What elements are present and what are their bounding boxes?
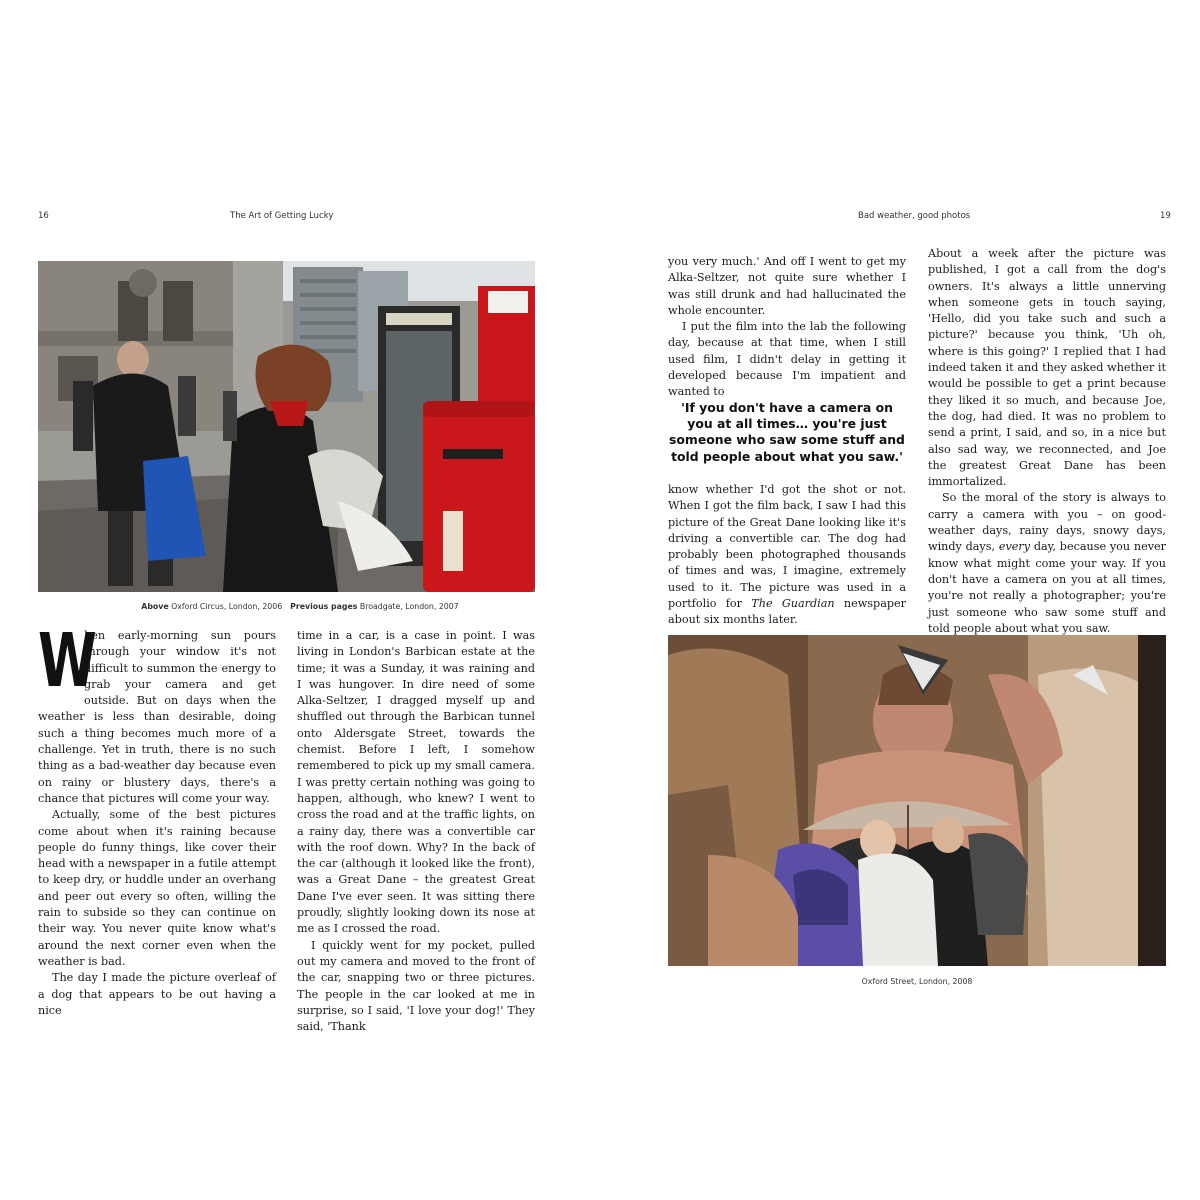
caption-photo-2: Oxford Street, London, 2008 (861, 977, 973, 986)
drop-cap: W (38, 618, 95, 704)
text-column-4 (928, 246, 1166, 637)
paragraph-3: The day I made the picture overleaf of a dog that appears to be out having a nice (38, 971, 276, 1017)
text-column-3-top (668, 254, 906, 401)
photo-oxford-circus (38, 261, 535, 592)
paragraph-6: you very much.' And off I went to get my Alka-Seltzer, not quite sure whether I was still drunk and had hallucinated the whole encounter. (668, 255, 906, 317)
text-column-1 (38, 618, 276, 1019)
page-number-left: 16 (38, 211, 49, 221)
pull-quote: 'If you don't have a camera on you at all times… you're just someone who saw some stuff and told people about what you saw.' (669, 400, 905, 464)
page-number-right: 19 (1160, 211, 1171, 221)
right-page (600, 0, 1200, 1200)
paragraph-4: time in a car, is a case in point. I was living in London's Barbican estate at the time; it was a Sunday, it was raining and I was hungover. In dire need of some Alka-Seltzer, I dragged myself up and shuffled out through the Barbican tunnel onto Aldersgate Street, towards the chemist. Before I left, I somehow remembered to pick up my small camera. I was pretty certain nothing was going to happen, although, who knew? I went to cross the road and at the traffic lights, on a rainy day, there was a convertible car with the roof down. Why? In the back of the car (although it looked like the front), was a Great Dane – the greatest Great Dane I've ever seen. It was sitting there proudly, slightly looking down its nose at me as I crossed the road. (297, 629, 535, 936)
paragraph-10-start: So the moral of the story is always to carry a camera with you – on good-weather days, rainy days, snowy days, windy days, (928, 491, 1166, 554)
paragraph-5: I quickly went for my pocket, pulled out my camera and moved to the front of the car, snapping two or three pictures. The people in the car looked at me in surprise, so I said, 'I love your dog!' They said, 'Thank (297, 938, 535, 1034)
caption-photo-1 (0, 602, 600, 611)
running-head-right: Bad weather, good photos (858, 211, 971, 221)
paragraph-2: Actually, some of the best pictures come about when it's raining because people do funny things, like cover their head with a newspaper in a futile attempt to keep dry, or huddle under an overhang and peer out every so often, willing the rain to subside so they can continue on their way. You never quite know what's around the next corner even when the weather is bad. (38, 808, 276, 968)
paragraph-1: hen early-morning sun pours through your window it's not difficult to summon the energy to grab your camera and get outside. But on days when the weather is less than desirable, doing such a thing becomes much more of a challenge. Yet in truth, there is no such thing as a bad-weather day because even on rainy or blustery days, there's a chance that pictures will come your way. (38, 629, 276, 805)
caption-text-previous: Broadgate, London, 2007 (359, 602, 459, 611)
photo-oxford-circus-illustration (38, 261, 535, 592)
paragraph-8-start: know whether I'd got the shot or not. When I got the film back, I saw I had this picture of the Great Dane looking like it's driving a convertible car. The dog had probably been photographed thousands of times and was, I imagine, extremely used to it. The picture was used in a portfolio for (668, 483, 906, 611)
caption-label-previous: Previous pages (290, 602, 358, 611)
paragraph-10-end: day, because you never know what might come your way. If you don't have a camera on you at all times, you're not really a photographer; you're just someone who saw some stuff and told people about what you saw. (928, 540, 1167, 635)
paragraph-9: About a week after the picture was published, I got a call from the dog's owners. It's always a little unnerving when someone gets in touch saying, 'Hello, did you take such and such a picture?' because you think, 'Uh oh, where is this going?' I replied that I had indeed taken it and they asked whether it would be possible to get a print because they liked it so much, and because Joe, the dog, had died. It was no problem to send a print, I said, and so, in a nice but also sad way, we reconnected, and Joe the greatest Great Dane has been immortalized. (928, 247, 1166, 489)
paragraph-7: I put the film into the lab the following day, because at that time, when I still used film, I didn't delay in getting it developed because I'm impatient and wanted to (668, 320, 906, 399)
text-column-2 (297, 628, 535, 1035)
caption-label-above: Above (141, 602, 169, 611)
paragraph-8-end: newspaper about six months later. (668, 597, 906, 627)
caption-text-above: Oxford Circus, London, 2006 (171, 602, 283, 611)
text-column-3-bottom (668, 482, 906, 629)
publication-name: The Guardian (751, 597, 835, 611)
running-head-left: The Art of Getting Lucky (230, 211, 334, 221)
emphasis-every: every (998, 540, 1031, 554)
photo-oxford-street (668, 635, 1166, 966)
photo-oxford-street-illustration (668, 635, 1166, 966)
